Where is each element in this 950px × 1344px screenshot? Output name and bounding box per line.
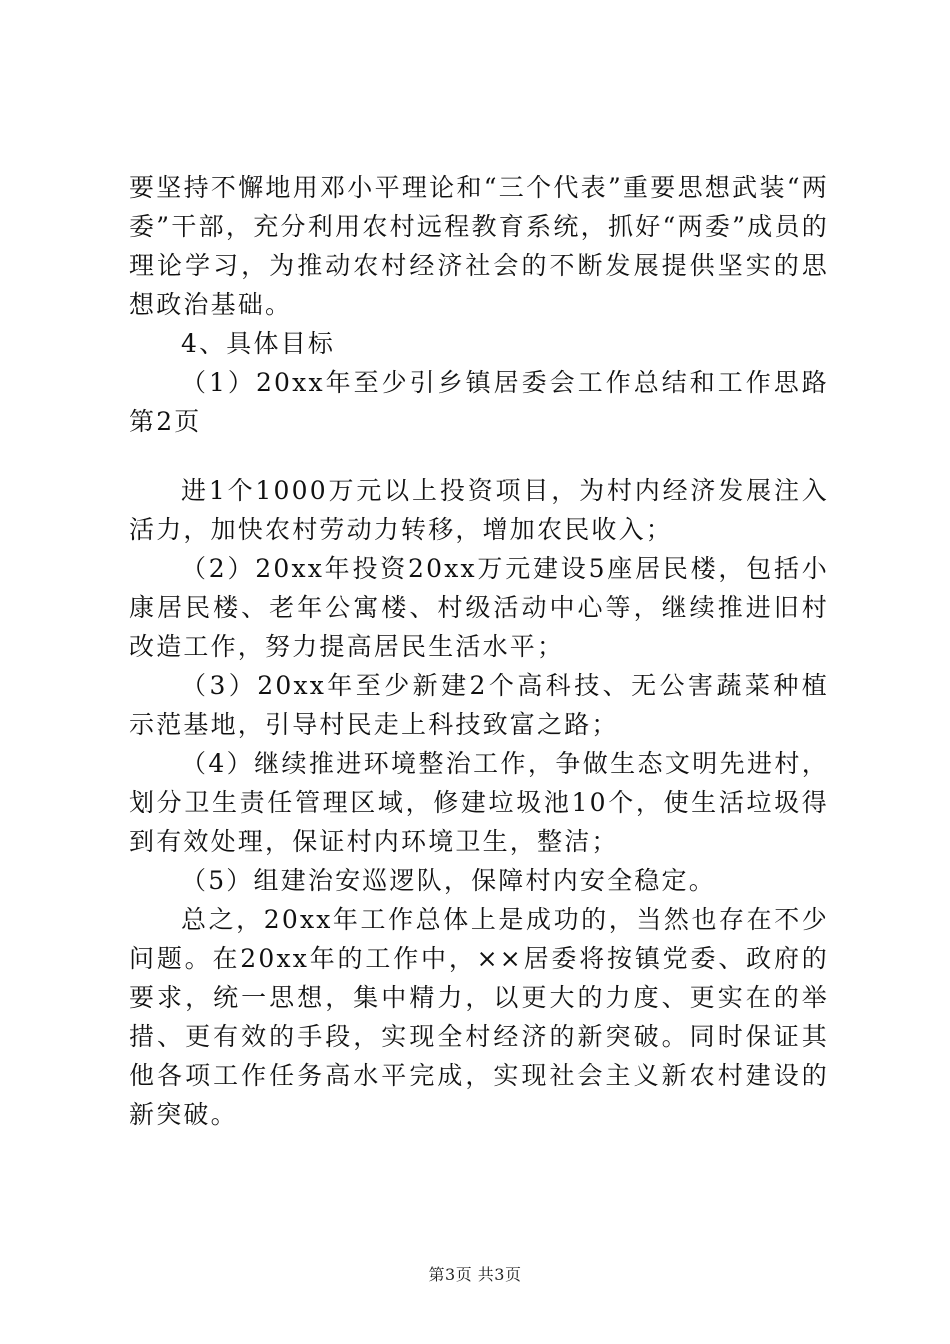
heading-specific-goals: 4、具体目标 [181,329,336,358]
page-number-footer: 第3页 共3页 [428,1265,522,1284]
document-body [129,168,829,1134]
goal-1-fragment: （1）20xx年至少引乡镇居委会工作总结和工作思路第2页 [129,368,829,436]
paragraph-conclusion: 总之，20xx年工作总体上是成功的，当然也存在不少问题。在20xx年的工作中，××居委将按镇党委、政府的要求，统一思想，集中精力，以更大的力度、更实在的举措、更有效的手段，实现全村经济的新突破。同时保证其他各项工作任务高水平完成，实现社会主义新农村建设的新突破。 [129,905,829,1129]
page-break-gap [129,441,829,471]
paragraph-theory-study: 要坚持不懈地用邓小平理论和“三个代表”重要思想武装“两委”干部，充分利用农村远程教育系统，抓好“两委”成员的理论学习，为推动农村经济社会的不断发展提供坚实的思想政治基础。 [129,173,829,319]
goal-5: （5）组建治安巡逻队，保障村内安全稳定。 [181,866,716,895]
goal-1-continued: 进1个1000万元以上投资项目，为村内经济发展注入活力，加快农村劳动力转移，增加农民收入； [129,476,829,544]
goal-2: （2）20xx年投资20xx万元建设5座居民楼，包括小康居民楼、老年公寓楼、村级活动中心等，继续推进旧村改造工作，努力提高居民生活水平； [129,554,829,661]
goal-3: （3）20xx年至少新建2个高科技、无公害蔬菜种植示范基地，引导村民走上科技致富之路； [129,671,829,739]
goal-4: （4）继续推进环境整治工作，争做生态文明先进村，划分卫生责任管理区域，修建垃圾池10个，使生活垃圾得到有效处理，保证村内环境卫生，整洁； [129,749,829,856]
